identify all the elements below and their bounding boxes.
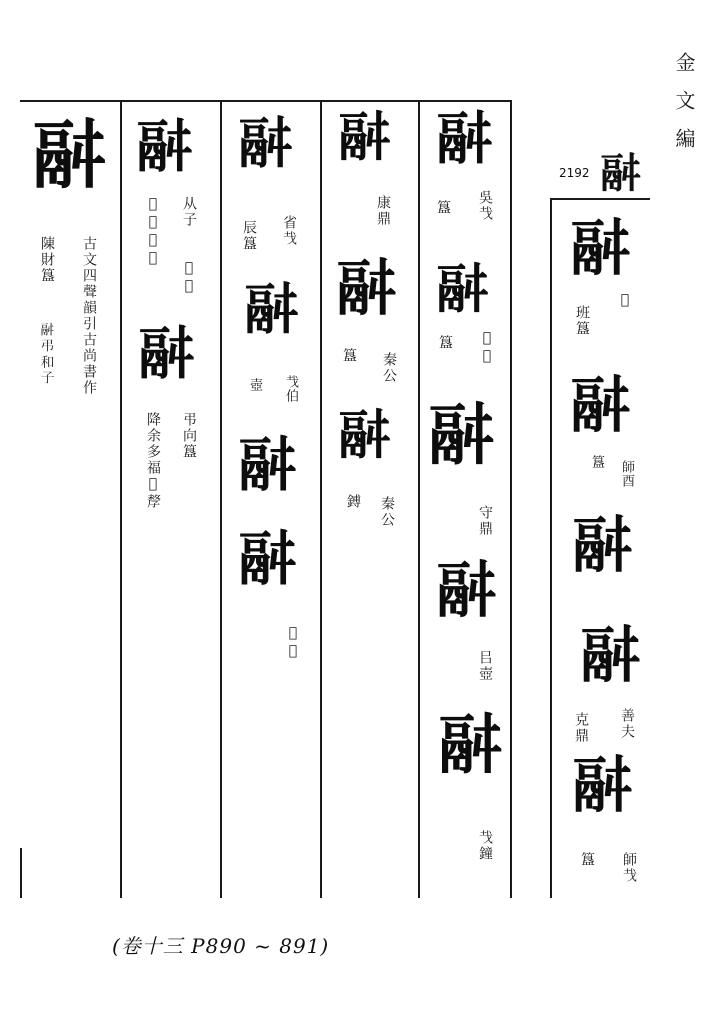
col3-glyph-3: 𩰫	[338, 403, 392, 467]
col4-glyph-3: 𩰫	[238, 431, 298, 501]
col2-glyph-2: 𩰫	[436, 257, 490, 321]
col4-glyph-1: 𩰫	[238, 111, 294, 177]
col1-label-4: 簋	[589, 455, 604, 469]
divider-2	[510, 100, 512, 898]
col6-glyph-1: 𩰫	[32, 111, 108, 200]
col3-glyph-2: 𩰫	[336, 252, 399, 325]
col2-label-5: 守鼎	[477, 505, 493, 537]
col4-label-3: 𢦏伯	[283, 375, 298, 403]
col5-label-5: 降余多福𢑴孷	[145, 412, 161, 510]
col1-glyph-5: 𩰫	[572, 749, 635, 822]
col2-label-6: 㠯壺	[477, 650, 493, 682]
col6-label-1: 古文四聲韻引古尚書作	[81, 236, 97, 396]
col3-label-2: 秦公	[381, 352, 397, 384]
col2-label-7: 𢦏鐘	[477, 830, 493, 862]
col4-label-4: 壺	[247, 378, 262, 392]
divider-4	[320, 100, 322, 898]
col2-glyph-5: 𩰫	[438, 706, 504, 784]
col3-label-1: 康鼎	[375, 195, 391, 227]
col4-label-1: 省𢦏	[281, 215, 297, 247]
col1-glyph-2: 𩰫	[570, 369, 633, 442]
col3-glyph-1: 𩰫	[338, 105, 392, 169]
divider-5	[220, 100, 222, 898]
main-character: 𩰫	[600, 149, 643, 198]
col5-label-3: 𢑴成多孷	[145, 196, 161, 268]
col3-label-4: 秦公	[379, 496, 395, 528]
page-number: 2192	[559, 166, 590, 180]
col3-label-3: 簋	[341, 348, 357, 364]
col6-label-3: 𩰫弔和子	[39, 322, 55, 386]
divider-1	[550, 198, 552, 898]
col1-label-5: 善夫	[619, 708, 635, 740]
col2-label-4: 簋	[437, 335, 453, 351]
col6-label-2: 陳財簋	[39, 236, 55, 284]
col1-label-1: 𢑴	[617, 292, 633, 310]
col1-label-3: 師酉	[619, 460, 634, 488]
col2-label-1: 吳𢦏	[477, 190, 493, 222]
divider-7	[20, 848, 22, 898]
col1-label-2: 班簋	[574, 305, 590, 337]
col1-label-6: 克鼎	[573, 712, 589, 744]
volume-reference: (卷十三 P890 ~ 891)	[112, 934, 330, 958]
col3-label-5: 鎛	[345, 494, 361, 510]
col2-label-2: 簋	[435, 200, 451, 216]
divider-6	[120, 100, 122, 898]
col4-label-5: 𢑴鼎	[285, 625, 301, 661]
top-rule	[20, 100, 512, 102]
col1-glyph-1: 𩰫	[570, 212, 633, 285]
col4-glyph-2: 𩰫	[244, 277, 300, 343]
col1-glyph-4: 𩰫	[580, 619, 643, 692]
col4-glyph-4: 𩰫	[238, 525, 298, 595]
col1-label-8: 簋	[579, 852, 595, 868]
col2-label-3: 𢑴伯	[479, 330, 495, 366]
col5-glyph-1: 𩰫	[136, 113, 195, 181]
col5-label-2: 𢑴簋	[181, 260, 197, 296]
col1-glyph-3: 𩰫	[572, 509, 635, 582]
col2-glyph-4: 𩰫	[436, 554, 499, 627]
col5-label-4: 弔向簋	[181, 412, 197, 460]
col5-label-1: 从子	[181, 196, 197, 228]
divider-3	[418, 100, 420, 898]
col1-top-rule	[550, 198, 650, 200]
col2-glyph-3: 𩰫	[428, 396, 497, 476]
col2-glyph-1: 𩰫	[436, 105, 495, 173]
col1-label-7: 師𢦏	[621, 852, 637, 884]
col4-label-2: 辰簋	[241, 220, 257, 252]
col5-glyph-2: 𩰫	[138, 320, 197, 388]
book-title: 金文編	[672, 52, 696, 166]
